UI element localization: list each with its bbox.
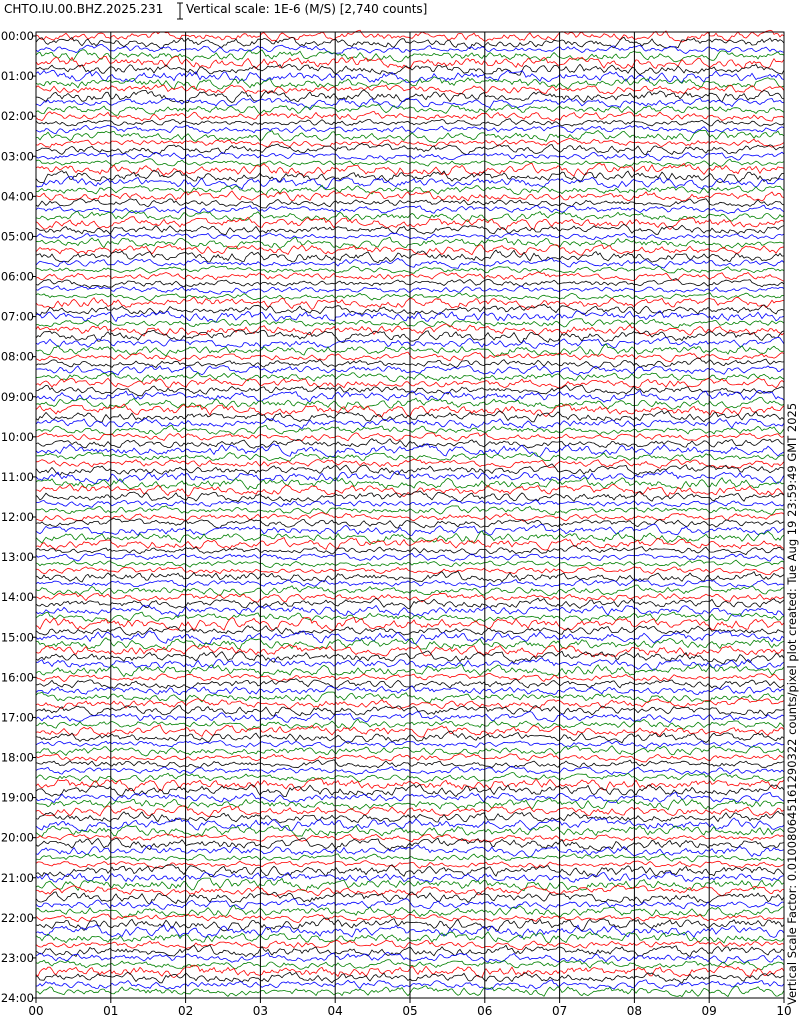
y-tick-label: 22:00 (0, 910, 34, 925)
y-tick-label: 11:00 (0, 469, 34, 484)
x-tick-label: 07 (551, 1004, 568, 1018)
y-tick-label: 17:00 (0, 710, 34, 725)
x-tick-label: 04 (327, 1004, 343, 1018)
y-tick-label: 05:00 (0, 229, 34, 244)
y-tick-label: 13:00 (0, 550, 34, 565)
x-tick-label: 01 (103, 1004, 119, 1018)
y-tick-label: 03:00 (0, 149, 34, 164)
x-tick-label: 02 (177, 1004, 194, 1018)
x-tick-label: 03 (252, 1004, 269, 1018)
y-tick-label: 23:00 (0, 950, 34, 965)
y-tick-label: 21:00 (0, 870, 34, 885)
x-tick-label: 10 (776, 1004, 792, 1018)
y-tick-label: 15:00 (0, 630, 34, 645)
vertical-scale-label: Vertical scale: 1E-6 (M/S) [2,740 counts] (186, 2, 428, 16)
y-tick-label: 08:00 (0, 349, 34, 364)
y-tick-label: 07:00 (0, 309, 34, 324)
x-tick-label: 05 (402, 1004, 418, 1018)
y-tick-label: 19:00 (0, 790, 34, 805)
y-tick-label: 16:00 (0, 670, 34, 685)
y-tick-label: 00:00 (0, 29, 34, 43)
y-tick-label: 01:00 (0, 69, 34, 84)
station-title: CHTO.IU.00.BHZ.2025.231 (4, 2, 164, 16)
x-tick-label: 08 (626, 1004, 643, 1018)
y-tick-label: 09:00 (0, 389, 34, 404)
x-tick-label: 09 (701, 1004, 717, 1018)
scale-factor-note: Vertical Scale Factor: 0.0100806451612903​22 counts/pixel plot created: Tue Aug 19 23:59:49 GMT 2025 (785, 402, 799, 1005)
x-tick-label: 06 (477, 1004, 493, 1018)
y-tick-label: 20:00 (0, 830, 34, 845)
y-tick-label: 10:00 (0, 429, 34, 444)
y-tick-label: 14:00 (0, 590, 34, 605)
y-tick-label: 04:00 (0, 189, 34, 204)
y-tick-label: 12:00 (0, 510, 34, 524)
x-tick-label: 00 (28, 1004, 44, 1018)
y-tick-label: 18:00 (0, 750, 34, 765)
y-tick-label: 02:00 (0, 109, 34, 124)
y-tick-label: 06:00 (0, 269, 34, 284)
y-tick-label: 24:00 (0, 991, 34, 1005)
